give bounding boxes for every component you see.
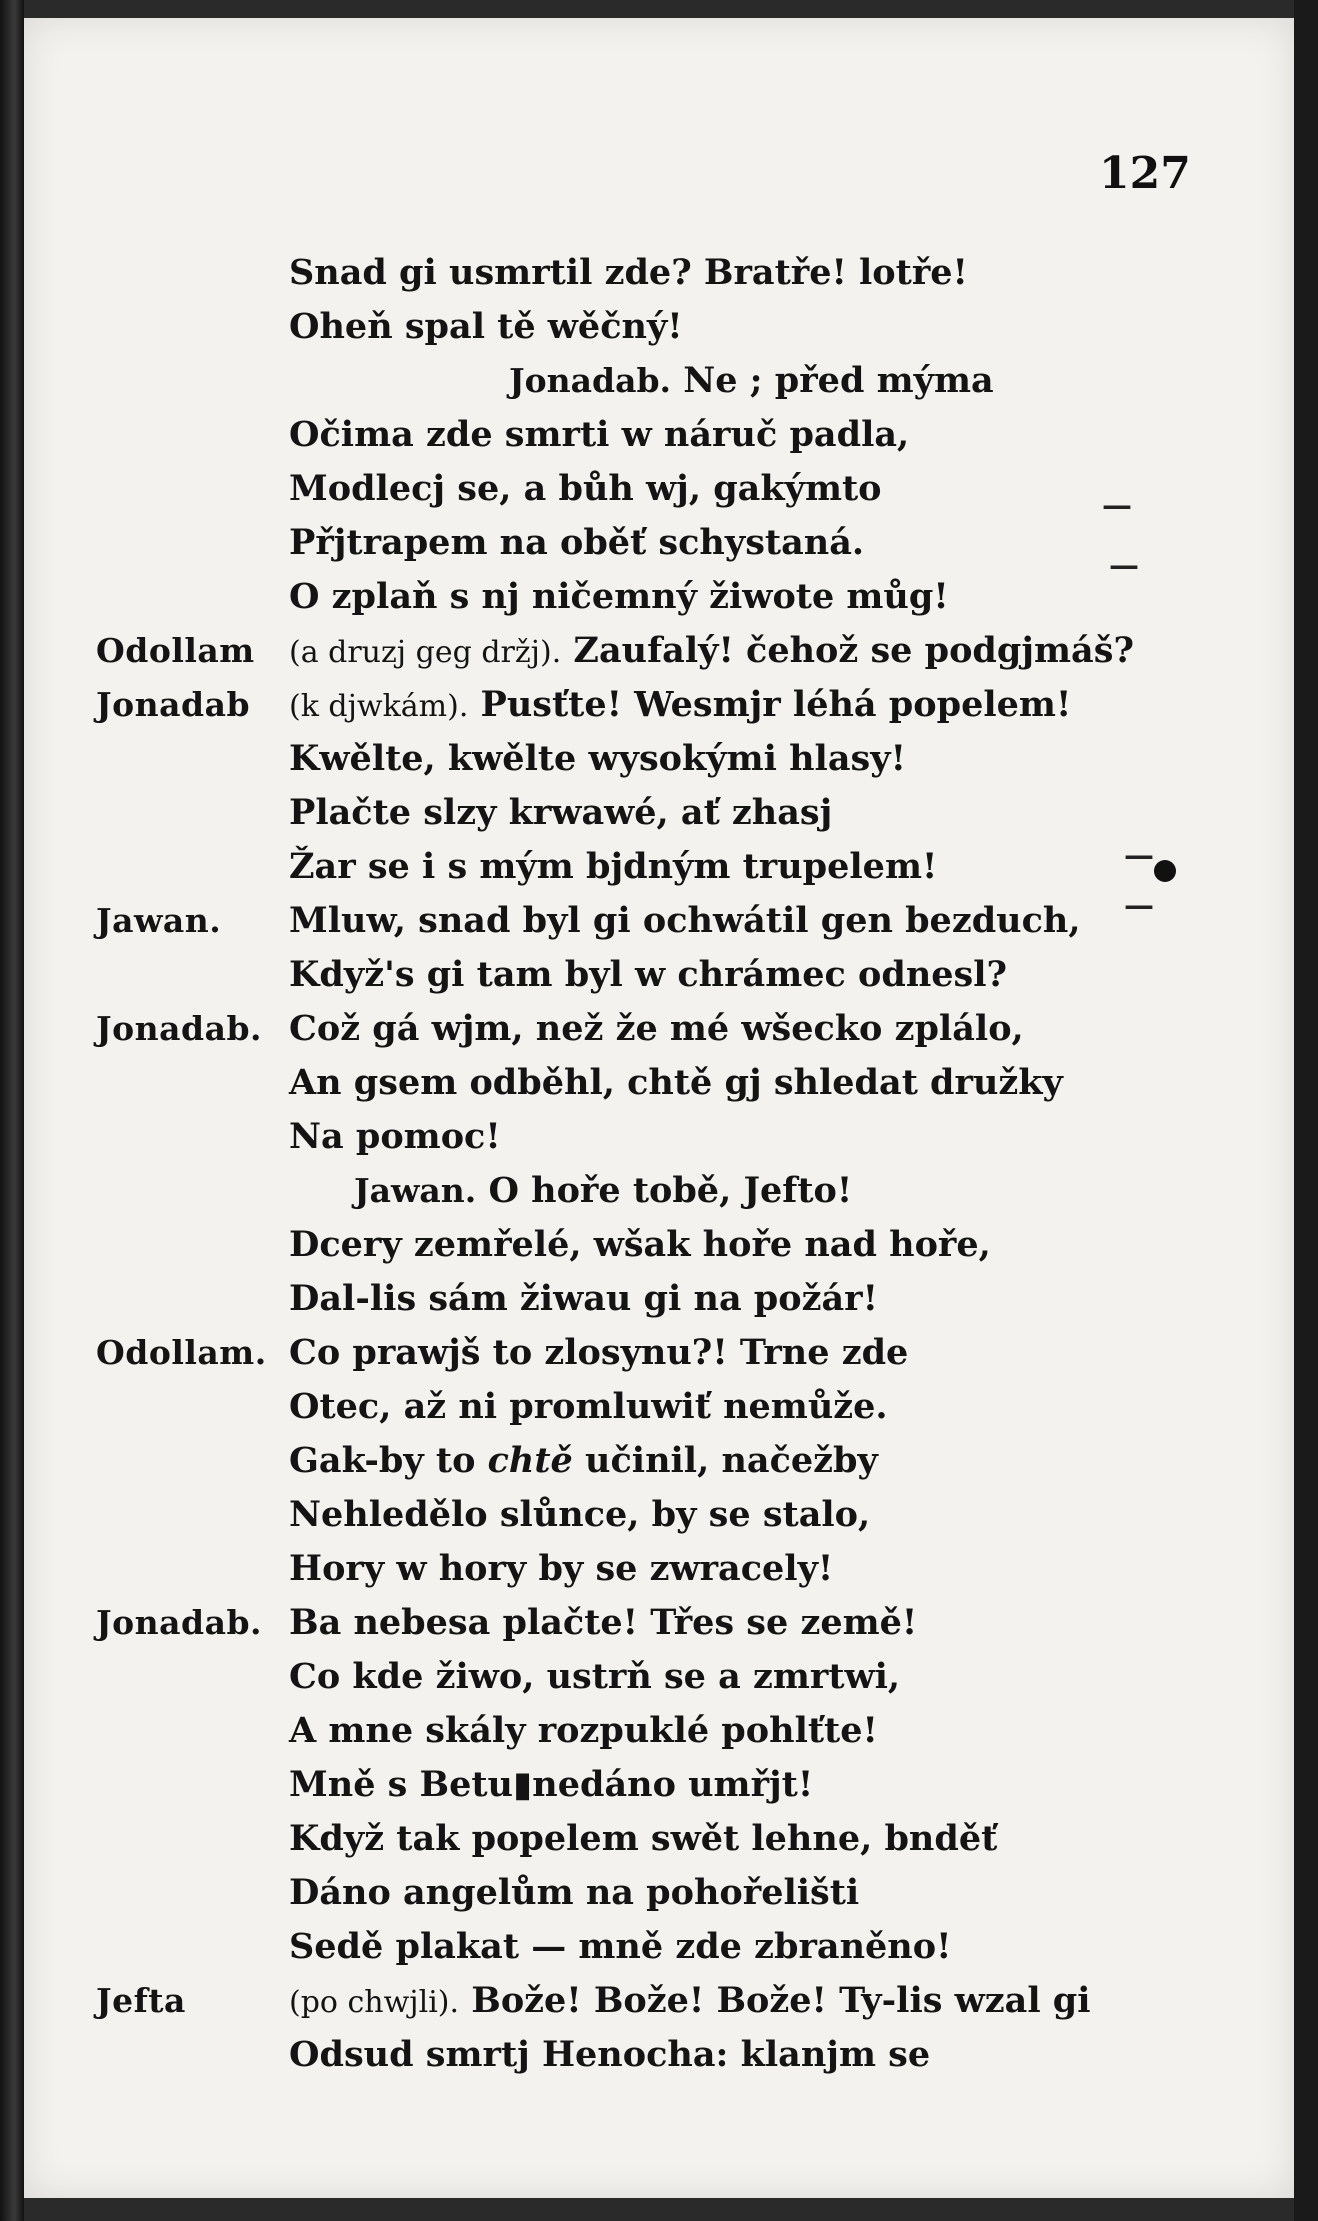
verse-text-line	[289, 678, 1071, 734]
verse-text-line: Snad gi usmrtil zde? Bratře! lotře!	[289, 252, 968, 293]
verse-line	[24, 786, 1294, 840]
verse-text-line: O zplaň s nj ničemný žiwote můg!	[289, 576, 949, 617]
verse-line	[24, 570, 1294, 624]
verse-text-line: Co kde žiwo, ustrň se a zmrtwi,	[289, 1656, 901, 1697]
verse-text-fragment: Pusťte! Wesmjr léhá popelem!	[480, 684, 1072, 725]
verse-text-line: Modlecj se, a bůh wj, gakýmto	[289, 468, 882, 509]
verse-line	[24, 1650, 1294, 1704]
verse-text-line: Plačte slzy krwawé, ať zhasj	[289, 792, 833, 833]
ink-dot	[1154, 860, 1176, 882]
verse-text-line: Žar se i s mým bjdným trupelem!	[289, 846, 938, 887]
emphasized-word: chtě	[487, 1440, 573, 1481]
verse-text-line: Sedě plakat — mně zde zbraněno!	[289, 1926, 952, 1967]
speaker-name: Odollam.	[96, 1333, 267, 1372]
verse-text-line	[289, 1974, 1091, 2030]
verse-line	[24, 894, 1294, 948]
verse-line	[24, 1596, 1294, 1650]
margin-dash-mark: —	[1124, 888, 1154, 923]
verse-text-line: Dáno angelům na pohořelišti	[289, 1872, 860, 1913]
verse-line	[24, 1812, 1294, 1866]
verse-text-line: Což gá wjm, než že mé wšecko zplálo,	[289, 1008, 1024, 1049]
verse-text-line: Když's gi tam byl w chrámec odnesl?	[289, 954, 1008, 995]
verse-line	[24, 408, 1294, 462]
verse-text-line: Nehledělo slůnce, by se stalo,	[289, 1494, 871, 1535]
verse-line	[24, 1326, 1294, 1380]
margin-dash-mark: —	[1102, 488, 1132, 523]
verse-text-line: Dal-lis sám žiwau gi na požár!	[289, 1278, 878, 1319]
speaker-name: Jonadab.	[96, 1603, 263, 1642]
verse-line	[24, 1218, 1294, 1272]
verse-line	[24, 1704, 1294, 1758]
verse-text-line: Hory w hory by se zwracely!	[289, 1548, 834, 1589]
verse-line	[24, 246, 1294, 300]
book-page	[24, 18, 1294, 2198]
speaker-name: Jonadab.	[96, 1009, 263, 1048]
verse-line	[24, 1434, 1294, 1488]
verse-line	[24, 2028, 1294, 2082]
verse-text-fragment: O hoře tobě, Jefto!	[488, 1170, 853, 1211]
stage-direction: (a druzj geg držj).	[289, 635, 562, 670]
verse-text-fragment: Bože! Bože! Bože! Ty-lis wzal gi	[471, 1980, 1091, 2021]
verse-text-line: Odsud smrtj Henocha: klanjm se	[289, 2034, 931, 2075]
verse-line	[24, 1380, 1294, 1434]
verse-text-line	[509, 354, 994, 408]
speaker-name: Jefta	[96, 1981, 186, 2020]
verse-line	[24, 1164, 1294, 1218]
verse-line	[24, 1488, 1294, 1542]
verse-line	[24, 624, 1294, 678]
verse-line	[24, 1920, 1294, 1974]
verse-line	[24, 1542, 1294, 1596]
verse-line	[24, 732, 1294, 786]
verse-text-fragment: Zaufalý! čehož se podgjmáš?	[573, 630, 1134, 671]
verse-text-line: Přjtrapem na oběť schystaná.	[289, 522, 865, 563]
verse-text-line	[289, 1434, 878, 1488]
verse-text-line: A mne skály rozpuklé pohlťte!	[289, 1710, 878, 1751]
verse-text-line: Otec, až ni promluwiť nemůže.	[289, 1386, 888, 1427]
margin-dash-mark: —	[1109, 548, 1139, 583]
verse-text-fragment: učinil, načežby	[572, 1440, 878, 1481]
verse-line	[24, 1272, 1294, 1326]
verse-line	[24, 840, 1294, 894]
speaker-name: Odollam	[96, 631, 255, 670]
speaker-name: Jawan.	[96, 901, 222, 940]
verse-text-line	[354, 1164, 852, 1218]
verse-text-line: Kwělte, kwělte wysokými hlasy!	[289, 738, 906, 779]
verse-text-line: Očima zde smrti w náruč padla,	[289, 414, 910, 455]
verse-line	[24, 1758, 1294, 1812]
verse-line	[24, 1974, 1294, 2028]
stage-direction: (po chwjli).	[289, 1985, 460, 2020]
verse-text-line: Co prawjš to zlosynu?! Trne zde	[289, 1332, 909, 1373]
verse-line	[24, 678, 1294, 732]
verse-text-line: Když tak popelem swět lehne, bnděť	[289, 1818, 998, 1859]
verse-text-line: Oheň spal tě wěčný!	[289, 306, 683, 347]
verse-text-line: Dcery zemřelé, wšak hoře nad hoře,	[289, 1224, 991, 1265]
speaker-name: Jawan.	[354, 1171, 477, 1210]
verse-text-line: Na pomoc!	[289, 1116, 501, 1157]
verse-line	[24, 354, 1294, 408]
verse-line	[24, 948, 1294, 1002]
verse-line	[24, 300, 1294, 354]
speaker-name: Jonadab.	[509, 361, 672, 400]
verse-line	[24, 1056, 1294, 1110]
verse-text-fragment: Ne ; před mýma	[683, 360, 994, 401]
stage-direction: (k djwkám).	[289, 689, 469, 724]
verse-text-line	[289, 624, 1134, 680]
verse-line	[24, 1110, 1294, 1164]
verse-text-fragment: Gak-by to	[289, 1440, 488, 1481]
verse-line	[24, 516, 1294, 570]
margin-dash-mark: —	[1124, 838, 1154, 873]
speaker-name: Jonadab	[96, 685, 251, 724]
page-number: 127	[1099, 148, 1191, 199]
verse-text-line: Mně s Betu▮nedáno umřjt!	[289, 1764, 814, 1805]
verse-line	[24, 1002, 1294, 1056]
verse-text-line: An gsem odběhl, chtě gj shledat družky	[289, 1062, 1063, 1103]
scan-right-edge	[1294, 0, 1318, 2221]
verse-line	[24, 1866, 1294, 1920]
scan-left-edge	[0, 0, 24, 2221]
verse-text-line: Ba nebesa plačte! Třes se země!	[289, 1602, 918, 1643]
verse-text-line: Mluw, snad byl gi ochwátil gen bezduch,	[289, 900, 1081, 941]
